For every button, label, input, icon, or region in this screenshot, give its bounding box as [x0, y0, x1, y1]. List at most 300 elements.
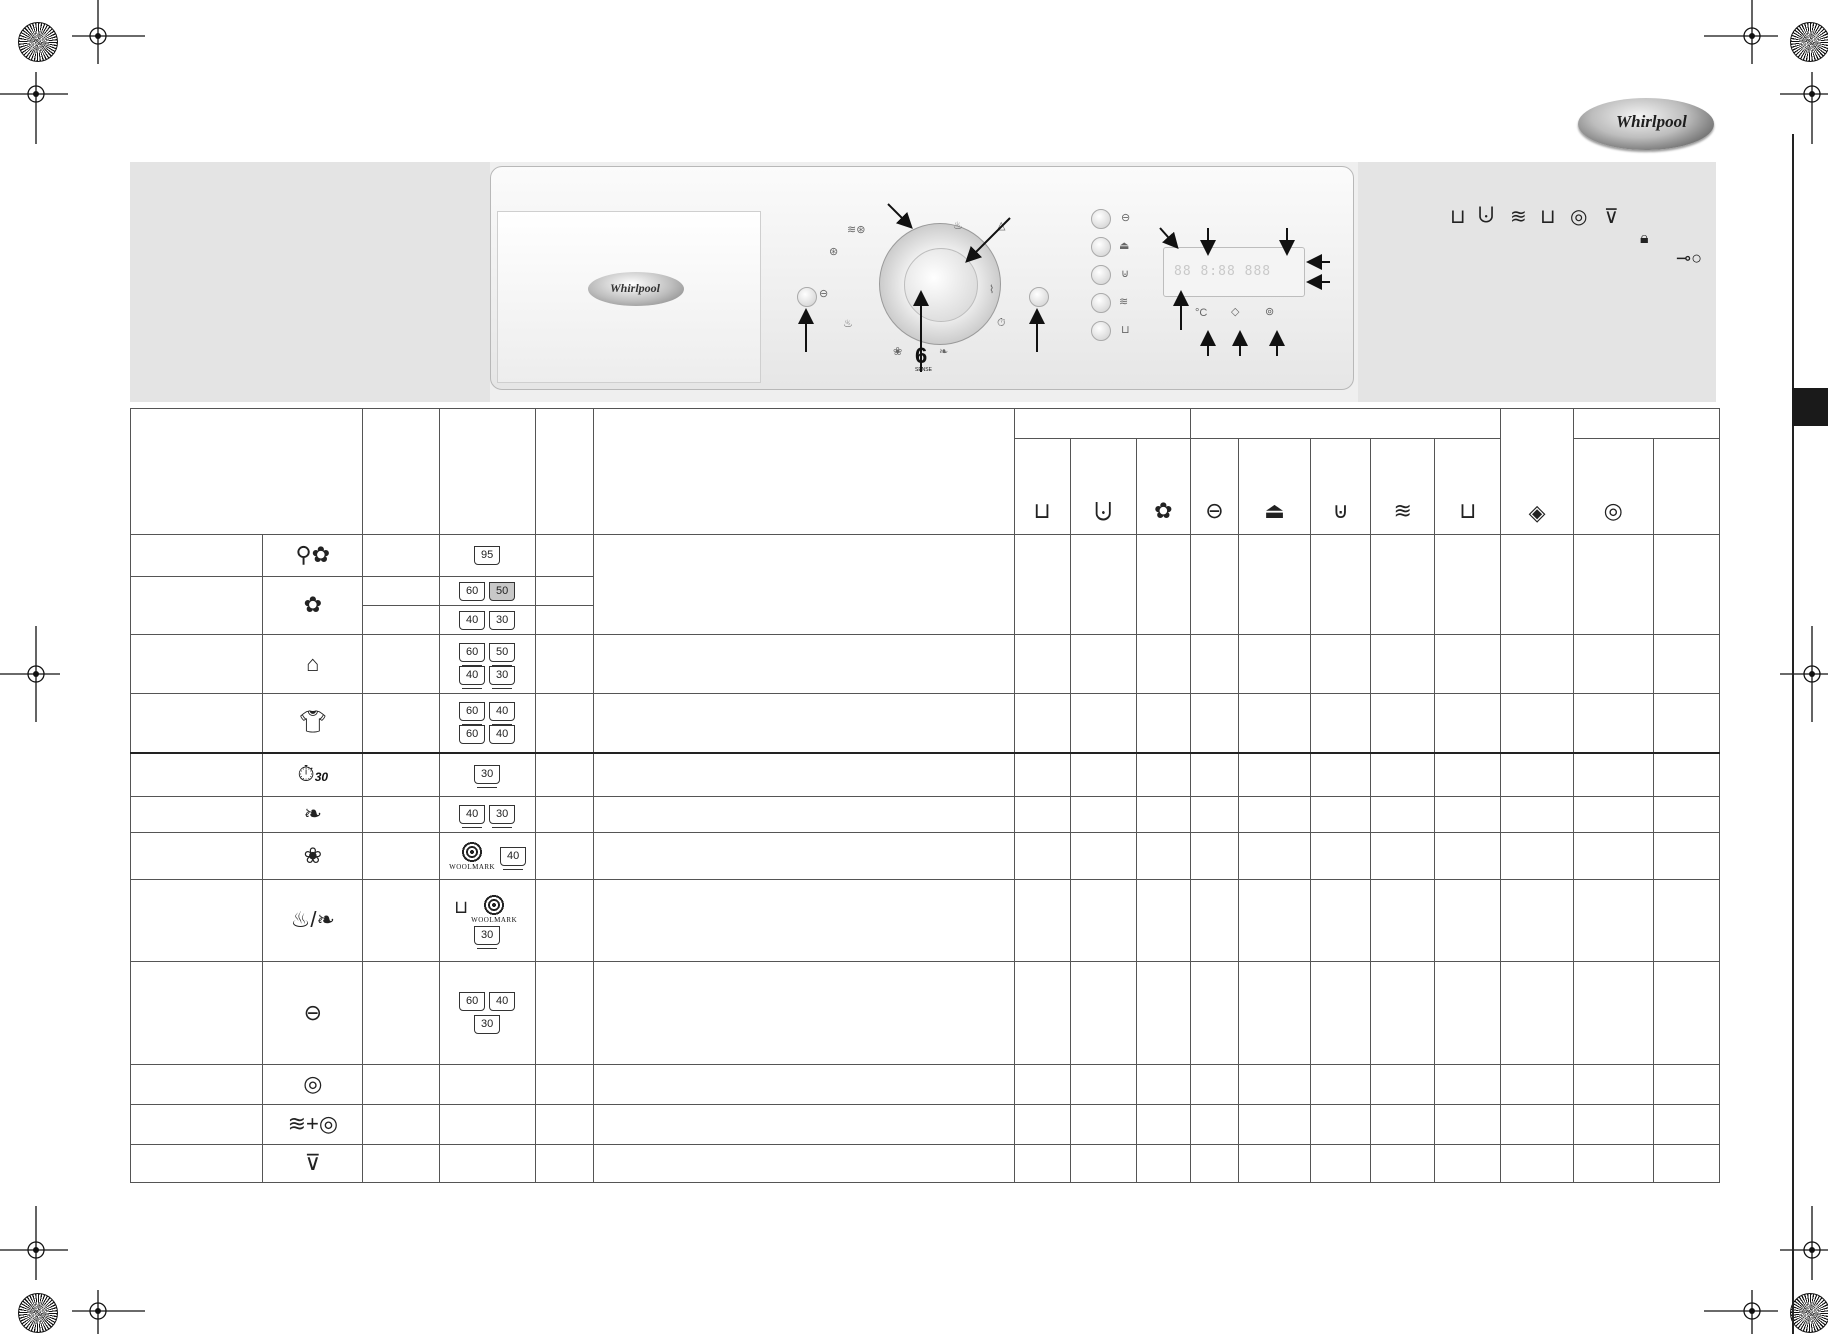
header-mainwash: [1070, 439, 1136, 535]
option-cell: [1573, 1145, 1653, 1183]
option-cell: [1371, 635, 1435, 694]
option-cell: [1501, 535, 1573, 635]
header-temp: [535, 409, 593, 535]
option-cell: [1238, 753, 1310, 797]
option-cell: [1070, 1065, 1136, 1105]
load-cell: [363, 1065, 439, 1105]
drain-icon: ⊽: [304, 1150, 321, 1175]
detergent-drawer: [497, 211, 761, 383]
lcd-digits: 88 8:88 888: [1174, 264, 1272, 279]
option-cell: [1070, 635, 1136, 694]
option-cell: [1371, 880, 1435, 962]
wash-60-label: 60: [459, 582, 485, 601]
option-cell: [1371, 694, 1435, 753]
start-delay-button-icon[interactable]: ◇: [1231, 306, 1240, 318]
lock-icon: 🔒︎: [1640, 230, 1649, 247]
header-load: [363, 409, 439, 535]
option-cell: [1371, 753, 1435, 797]
rinse-hold-button[interactable]: [1091, 321, 1111, 341]
option-cell: [1653, 962, 1719, 1065]
option-cell: [1435, 694, 1501, 753]
load-cell: [363, 694, 439, 753]
option-cell: [1190, 635, 1238, 694]
option-cell: [1371, 833, 1435, 880]
option-cell: [1136, 1145, 1190, 1183]
option-cell: [1501, 635, 1573, 694]
prewash-icon: ⊔: [1033, 498, 1051, 523]
option-cell: [1014, 962, 1070, 1065]
prewash-option-icon: ⊍: [1332, 498, 1349, 523]
temp-cell: [535, 1065, 593, 1105]
wash-40-label: 40: [459, 611, 485, 630]
option-cell: [1435, 753, 1501, 797]
program-name-cell: [131, 694, 263, 753]
program-icon-cell: [263, 635, 363, 694]
option-cell: [1238, 833, 1310, 880]
load-cell: [363, 535, 439, 577]
care-label-cell: [439, 1065, 535, 1105]
header-rinse-hold: [1435, 439, 1501, 535]
panel-logo: Whirlpool: [588, 272, 684, 306]
option-cell: [1653, 1145, 1719, 1183]
program-name-cell: [131, 1065, 263, 1105]
option-cell: [1238, 797, 1310, 833]
temp-cell: [535, 1145, 593, 1183]
program-name-cell: [131, 753, 263, 797]
shirt-dial-icon: ⌇: [989, 284, 995, 296]
bio-dial-icon: ⊛: [829, 246, 839, 258]
softener-icon: ✿: [1154, 498, 1173, 523]
table-row: [131, 833, 1720, 880]
program-selector-knob[interactable]: [879, 223, 1001, 345]
option-cell: [1501, 962, 1573, 1065]
mix30-dial-icon: ⏱: [997, 317, 1006, 329]
option-cell: [1070, 797, 1136, 833]
option-cell: [1136, 753, 1190, 797]
program-icon-cell: [263, 880, 363, 962]
wool-icon: ❀: [303, 842, 323, 868]
eco-option-icon: ⊖: [1121, 212, 1131, 224]
option-cell: [1435, 635, 1501, 694]
description-cell: [593, 535, 1014, 635]
description-cell: [593, 635, 1014, 694]
synthetics-dial-icon: △: [997, 220, 1006, 232]
program-name-cell: [131, 635, 263, 694]
header-options-group: [1190, 409, 1501, 439]
bio-icon: ⊖: [303, 999, 323, 1025]
table-row: [131, 1145, 1720, 1183]
delicates-dial-icon: ❧: [939, 346, 949, 358]
program-icon-cell: [263, 694, 363, 753]
program-name-cell: [131, 577, 263, 635]
wash-60-label: 60: [459, 725, 485, 744]
temp-cell: [535, 1105, 593, 1145]
wash-30-label: 30: [489, 611, 515, 630]
option-cell: [1573, 880, 1653, 962]
option-cell: [1190, 1145, 1238, 1183]
option-cell: [1573, 535, 1653, 635]
mainwash-icon: ⨃: [1094, 498, 1113, 523]
whirlpool-logo: Whirlpool: [1578, 98, 1714, 150]
program-icon-cell: [263, 753, 363, 797]
option-cell: [1190, 833, 1238, 880]
eco-dial-icon: ⊖: [819, 288, 829, 300]
option-cell: [1435, 833, 1501, 880]
wash-40-label: 40: [489, 992, 515, 1011]
rinse-legend-icon: ≋: [1510, 206, 1527, 228]
load-cell: [363, 797, 439, 833]
mainwash-legend-icon: ⨃: [1478, 204, 1495, 226]
table-row: [131, 535, 1720, 577]
wash-40-label: 40: [459, 666, 485, 685]
temp-cell: [535, 694, 593, 753]
option-cell: [1435, 962, 1501, 1065]
option-cell: [1435, 1065, 1501, 1105]
description-cell: [593, 962, 1014, 1065]
option-cell: [1573, 753, 1653, 797]
temp-cell: [535, 797, 593, 833]
wash-30-label: 30: [474, 765, 500, 784]
wash-30-label: 30: [474, 1015, 500, 1034]
machine-control-panel: [490, 166, 1354, 390]
program-icon-cell: [263, 1145, 363, 1183]
drain-legend-icon: ⊽: [1604, 206, 1619, 228]
header-eco: [1190, 439, 1238, 535]
description-cell: [593, 1145, 1014, 1183]
program-icon-cell: [263, 577, 363, 635]
header-prewash-option: [1311, 439, 1371, 535]
option-cell: [1311, 1105, 1371, 1145]
header-detergent-group: [1014, 409, 1190, 439]
start-delay-icon: ◈: [1528, 500, 1546, 525]
option-cell: [1014, 1065, 1070, 1105]
option-cell: [1573, 962, 1653, 1065]
option-cell: [1653, 694, 1719, 753]
care-label-cell: [439, 606, 535, 635]
care-label-cell: [439, 635, 535, 694]
iron-option-icon: ⏏: [1119, 240, 1130, 252]
program-icon-cell: [263, 962, 363, 1065]
wash-30-label: 30: [474, 926, 500, 945]
temp-cell: [535, 535, 593, 577]
option-cell: [1371, 797, 1435, 833]
temp-cell: [535, 753, 593, 797]
option-cell: [1311, 635, 1371, 694]
spin-legend-icon: ◎: [1570, 206, 1588, 228]
option-cell: [1653, 753, 1719, 797]
wash-40-label: 40: [459, 805, 485, 824]
option-cell: [1371, 1105, 1435, 1145]
option-cell: [1136, 1105, 1190, 1145]
on-off-button[interactable]: [797, 287, 817, 307]
description-cell: [593, 1105, 1014, 1145]
option-cell: [1136, 1065, 1190, 1105]
option-cell: [1136, 694, 1190, 753]
option-cell: [1501, 880, 1573, 962]
option-cell: [1573, 1105, 1653, 1145]
header-extra-rinse: [1371, 439, 1435, 535]
option-cell: [1136, 962, 1190, 1065]
table-row: [131, 753, 1720, 797]
delicates-icon: ❧: [303, 801, 323, 826]
option-cell: [1371, 1065, 1435, 1105]
option-cell: [1070, 962, 1136, 1065]
care-label-cell: [439, 577, 535, 606]
option-cell: [1238, 880, 1310, 962]
option-cell: [1190, 797, 1238, 833]
rinse-hold-legend-icon: ⊔: [1540, 206, 1556, 228]
header-prewash: [1014, 439, 1070, 535]
cotton-icon: ✿: [303, 592, 323, 617]
option-cell: [1573, 1065, 1653, 1105]
program-name-cell: [131, 797, 263, 833]
option-cell: [1238, 1105, 1310, 1145]
rinse-plus-button[interactable]: [1091, 293, 1111, 313]
table-row: [131, 1105, 1720, 1145]
rinse-hold-option-icon: ⊔: [1121, 324, 1130, 336]
easy-iron-icon: ⏏: [1264, 498, 1285, 523]
child-lock-key-icon: ⊸○: [1676, 248, 1702, 268]
description-cell: [593, 753, 1014, 797]
program-icon-cell: [263, 797, 363, 833]
header-spin-group: [1573, 409, 1719, 439]
option-cell: [1070, 535, 1136, 635]
option-cell: [1653, 635, 1719, 694]
option-cell: [1238, 635, 1310, 694]
option-cell: [1435, 880, 1501, 962]
load-cell: [363, 833, 439, 880]
extra-rinse-button[interactable]: [1091, 265, 1111, 285]
care-label-cell: [439, 1145, 535, 1183]
description-cell: [593, 694, 1014, 753]
option-cell: [1238, 962, 1310, 1065]
option-cell: [1653, 833, 1719, 880]
description-cell: [593, 880, 1014, 962]
wash-30-label: 30: [489, 805, 515, 824]
option-cell: [1014, 833, 1070, 880]
program-icon-cell: [263, 833, 363, 880]
option-cell: [1070, 753, 1136, 797]
header-description: [593, 409, 1014, 535]
table-row: [131, 635, 1720, 694]
extra-rinse-icon: ≋: [1393, 498, 1412, 523]
rinse-spin-icon: ≋+◎: [287, 1111, 339, 1136]
eco-button[interactable]: [1091, 209, 1111, 229]
option-cell: [1014, 1145, 1070, 1183]
program-icon-cell: [263, 535, 363, 577]
wash-50-label: 50: [489, 643, 515, 662]
program-table: [130, 408, 1720, 1183]
option-cell: [1653, 1105, 1719, 1145]
load-cell: [363, 577, 439, 606]
option-cell: [1070, 694, 1136, 753]
mix-30-label: 30: [314, 770, 329, 785]
option-cell: [1501, 1145, 1573, 1183]
knob-center[interactable]: [904, 248, 978, 322]
temp-cell: [535, 833, 593, 880]
option-cell: [1014, 1105, 1070, 1145]
lcd-display: [1163, 247, 1305, 297]
table-row: [131, 797, 1720, 833]
eco-icon: ⊖: [1205, 498, 1224, 523]
option-cell: [1311, 880, 1371, 962]
care-label-cell: [439, 1105, 535, 1145]
option-cell: [1070, 1105, 1136, 1145]
care-label-cell: [439, 833, 535, 880]
option-cell: [1371, 1145, 1435, 1183]
option-cell: [1136, 880, 1190, 962]
option-cell: [1501, 694, 1573, 753]
wash-60-label: 60: [459, 992, 485, 1011]
program-name-cell: [131, 1105, 263, 1145]
page-edge-bar: [1792, 134, 1828, 1334]
wash-50-label: 50: [489, 582, 515, 601]
option-cell: [1501, 1065, 1573, 1105]
option-cell: [1070, 833, 1136, 880]
woolmark-logo: WOOLMARK: [471, 894, 517, 924]
care-label-cell: [439, 535, 535, 577]
care-label-cell: [439, 880, 535, 962]
option-cell: [1573, 797, 1653, 833]
header-program: [131, 409, 363, 535]
description-cell: [593, 797, 1014, 833]
option-cell: [1014, 797, 1070, 833]
program-name-cell: [131, 535, 263, 577]
option-cell: [1190, 962, 1238, 1065]
temp-cell: [535, 635, 593, 694]
right-legend-panel: [1358, 162, 1716, 402]
option-cell: [1435, 797, 1501, 833]
option-cell: [1311, 753, 1371, 797]
extra-rinse-option-icon: ⊍: [1121, 268, 1130, 280]
handwash-dial-icon: ♨: [843, 318, 853, 330]
series-subtext: SENSE: [915, 367, 932, 373]
start-pause-button[interactable]: [1029, 287, 1049, 307]
option-cell: [1311, 535, 1371, 635]
table-row: [131, 1065, 1720, 1105]
option-cell: [1573, 635, 1653, 694]
option-cell: [1311, 833, 1371, 880]
handwash-icon: ♨/❧: [290, 907, 335, 932]
header-softener: [1136, 439, 1190, 535]
option-cell: [1653, 797, 1719, 833]
option-cell: [1136, 797, 1190, 833]
program-name-cell: [131, 962, 263, 1065]
option-cell: [1501, 1105, 1573, 1145]
load-cell: [363, 606, 439, 635]
option-cell: [1653, 1065, 1719, 1105]
option-cell: [1501, 797, 1573, 833]
temp-cell: [535, 577, 593, 606]
table-row: [131, 694, 1720, 753]
temp-cell: [535, 880, 593, 962]
rinse-plus-option-icon: ≋: [1119, 296, 1129, 308]
option-cell: [1014, 694, 1070, 753]
program-name-cell: [131, 880, 263, 962]
load-cell: [363, 635, 439, 694]
option-cell: [1136, 833, 1190, 880]
table-header-row-1: [131, 409, 1720, 439]
option-cell: [1501, 833, 1573, 880]
load-cell: [363, 1105, 439, 1145]
header-start-delay: [1501, 409, 1573, 535]
option-cell: [1014, 880, 1070, 962]
spin-icon: ◎: [303, 1071, 323, 1096]
option-cell: [1573, 694, 1653, 753]
mix-30-icon: ⏱: [297, 761, 315, 787]
program-name-cell: [131, 833, 263, 880]
option-cell: [1371, 535, 1435, 635]
option-cell: [1653, 535, 1719, 635]
description-cell: [593, 1065, 1014, 1105]
cotton-stain-dial-icon: ♨: [953, 220, 963, 232]
header-easy-iron: [1238, 439, 1310, 535]
care-label-cell: [439, 753, 535, 797]
option-cell: [1190, 753, 1238, 797]
option-cell: [1190, 1105, 1238, 1145]
wash-60-label: 60: [459, 702, 485, 721]
wash-60-label: 60: [459, 643, 485, 662]
prewash-legend-icon: ⊔: [1450, 206, 1466, 228]
option-cell: [1435, 535, 1501, 635]
prewash-dial-icon: ≋⊛: [847, 224, 866, 236]
option-cell: [1435, 1105, 1501, 1145]
option-cell: [1238, 694, 1310, 753]
option-cell: [1311, 962, 1371, 1065]
load-cell: [363, 880, 439, 962]
cotton-stain-icon: ⚲✿: [295, 542, 331, 567]
wash-40-label: 40: [500, 847, 526, 866]
program-name-cell: [131, 1145, 263, 1183]
table-row: [131, 962, 1720, 1065]
option-cell: [1190, 1065, 1238, 1105]
option-cell: [1014, 535, 1070, 635]
header-spin: [1573, 439, 1653, 535]
rinse-hold-option-icon: ⊔: [1459, 498, 1477, 523]
wash-40-label: 40: [489, 725, 515, 744]
wash-95-label: 95: [474, 546, 500, 565]
description-cell: [593, 833, 1014, 880]
left-info-panel: [130, 162, 490, 402]
option-cell: [1238, 1145, 1310, 1183]
section-tab: [1792, 388, 1828, 426]
header-label: [439, 409, 535, 535]
option-cell: [1311, 797, 1371, 833]
load-cell: [363, 1145, 439, 1183]
load-cell: [363, 753, 439, 797]
option-cell: [1070, 880, 1136, 962]
temperature-button-icon[interactable]: °C: [1195, 307, 1208, 319]
iron-button[interactable]: [1091, 237, 1111, 257]
option-cell: [1653, 880, 1719, 962]
option-cell: [1136, 635, 1190, 694]
shirt-icon: 👕︎: [298, 709, 327, 735]
option-cell: [1070, 1145, 1136, 1183]
program-icon-cell: [263, 1105, 363, 1145]
option-cell: [1311, 1145, 1371, 1183]
option-cell: [1190, 535, 1238, 635]
wool-dial-icon: ❀: [893, 346, 903, 358]
series-badge: 6: [915, 343, 928, 368]
handwash-label-icon: ⊔: [454, 897, 469, 918]
option-cell: [1371, 962, 1435, 1065]
woolmark-logo: WOOLMARK: [449, 841, 495, 871]
spin-button-icon[interactable]: ⊚: [1265, 306, 1275, 318]
spin-option-icon: ◎: [1603, 498, 1623, 523]
header-spin-extra: [1653, 439, 1719, 535]
option-cell: [1311, 694, 1371, 753]
care-label-cell: [439, 962, 535, 1065]
